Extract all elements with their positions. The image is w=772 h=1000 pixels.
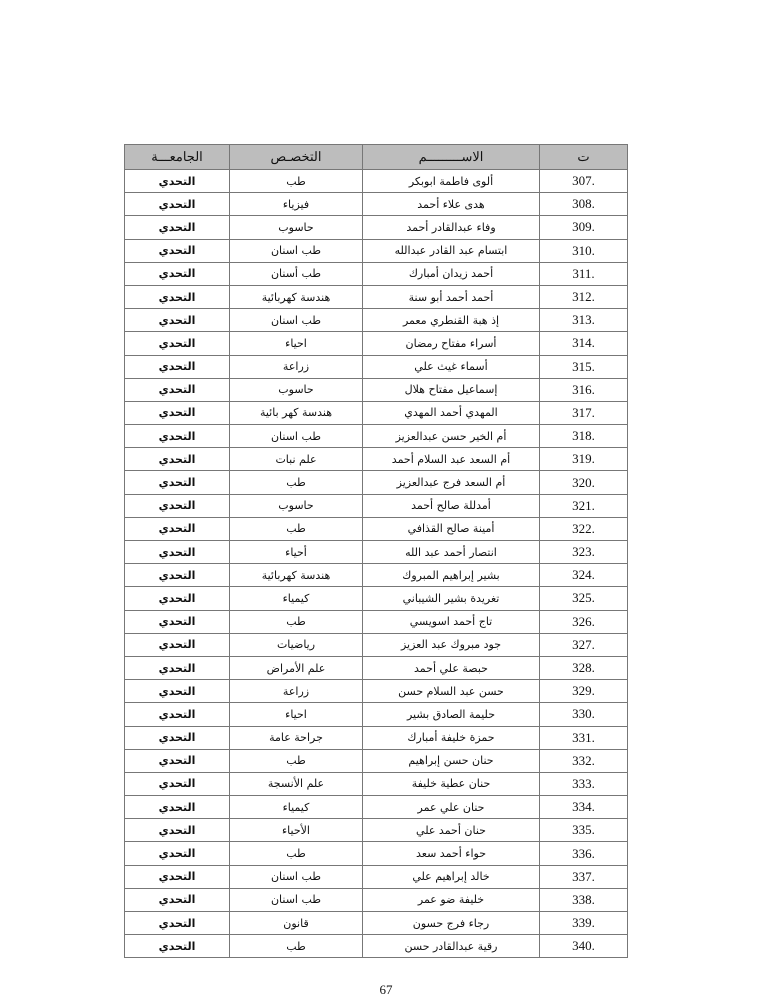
university-cell: التحدي [125, 332, 230, 355]
university-cell: التحدي [125, 587, 230, 610]
university-cell: التحدي [125, 772, 230, 795]
university-cell: التحدي [125, 517, 230, 540]
number-cell: 309. [540, 216, 628, 239]
number-cell: 340. [540, 935, 628, 958]
specialty-cell: طب [230, 842, 363, 865]
name-cell: تاج أحمد اسويسي [363, 610, 540, 633]
table-row [125, 193, 628, 216]
specialty-cell: طب اسنان [230, 888, 363, 911]
university-cell: التحدي [125, 239, 230, 262]
university-cell: التحدي [125, 912, 230, 935]
name-cell: وفاء عبدالقادر أحمد [363, 216, 540, 239]
university-cell: التحدي [125, 796, 230, 819]
table-row [125, 448, 628, 471]
table-row [125, 819, 628, 842]
university-cell: التحدي [125, 564, 230, 587]
students-table-wrapper [124, 144, 627, 958]
specialty-cell: طب [230, 517, 363, 540]
table-row [125, 285, 628, 308]
table-row [125, 378, 628, 401]
number-cell: 336. [540, 842, 628, 865]
specialty-cell: حاسوب [230, 494, 363, 517]
table-row [125, 912, 628, 935]
specialty-cell: طب أسنان [230, 262, 363, 285]
specialty-cell: أحياء [230, 541, 363, 564]
number-cell: 338. [540, 888, 628, 911]
number-cell: 329. [540, 680, 628, 703]
number-cell: 334. [540, 796, 628, 819]
specialty-cell: حاسوب [230, 378, 363, 401]
university-cell: التحدي [125, 448, 230, 471]
specialty-cell: طب اسنان [230, 239, 363, 262]
specialty-cell: فيزياء [230, 193, 363, 216]
name-cell: تغريدة بشير الشيباني [363, 587, 540, 610]
number-cell: 315. [540, 355, 628, 378]
table-row [125, 610, 628, 633]
university-cell: التحدي [125, 888, 230, 911]
university-cell: التحدي [125, 703, 230, 726]
name-cell: إذ هبة القنطري معمر [363, 309, 540, 332]
name-cell: حنان عطية خليفة [363, 772, 540, 795]
table-row [125, 656, 628, 679]
university-cell: التحدي [125, 656, 230, 679]
name-cell: خالد إبراهيم علي [363, 865, 540, 888]
specialty-cell: احياء [230, 332, 363, 355]
table-row [125, 541, 628, 564]
table-row [125, 471, 628, 494]
number-cell: 308. [540, 193, 628, 216]
university-cell: التحدي [125, 216, 230, 239]
name-cell: خليفة ضو عمر [363, 888, 540, 911]
number-cell: 325. [540, 587, 628, 610]
number-cell: 324. [540, 564, 628, 587]
specialty-cell: قانون [230, 912, 363, 935]
number-cell: 310. [540, 239, 628, 262]
table-row [125, 842, 628, 865]
number-cell: 333. [540, 772, 628, 795]
number-cell: 319. [540, 448, 628, 471]
table-row [125, 935, 628, 958]
name-cell: رقية عبدالقادر حسن [363, 935, 540, 958]
name-cell: أمدللة صالح أحمد [363, 494, 540, 517]
specialty-cell: طب [230, 170, 363, 193]
table-row [125, 726, 628, 749]
university-cell: التحدي [125, 842, 230, 865]
university-cell: التحدي [125, 633, 230, 656]
name-cell: أسراء مفتاح رمضان [363, 332, 540, 355]
header-specialty: التخصـص [230, 145, 363, 170]
number-cell: 321. [540, 494, 628, 517]
table-row [125, 309, 628, 332]
table-row [125, 216, 628, 239]
university-cell: التحدي [125, 494, 230, 517]
table-row [125, 425, 628, 448]
specialty-cell: طب [230, 471, 363, 494]
number-cell: 327. [540, 633, 628, 656]
university-cell: التحدي [125, 425, 230, 448]
table-row [125, 633, 628, 656]
specialty-cell: علم الأمراض [230, 656, 363, 679]
number-cell: 316. [540, 378, 628, 401]
name-cell: هدى علاء أحمد [363, 193, 540, 216]
name-cell: أمينة صالح القذافي [363, 517, 540, 540]
specialty-cell: زراعة [230, 355, 363, 378]
name-cell: أم السعد عبد السلام أحمد [363, 448, 540, 471]
name-cell: جود مبروك عبد العزيز [363, 633, 540, 656]
number-cell: 307. [540, 170, 628, 193]
header-university: الجامعـــة [125, 145, 230, 170]
specialty-cell: علم نبات [230, 448, 363, 471]
number-cell: 317. [540, 401, 628, 424]
name-cell: إسماعيل مفتاح هلال [363, 378, 540, 401]
number-cell: 335. [540, 819, 628, 842]
number-cell: 322. [540, 517, 628, 540]
name-cell: أسماء غيث علي [363, 355, 540, 378]
table-row [125, 680, 628, 703]
number-cell: 320. [540, 471, 628, 494]
university-cell: التحدي [125, 819, 230, 842]
number-cell: 337. [540, 865, 628, 888]
number-cell: 328. [540, 656, 628, 679]
table-row [125, 262, 628, 285]
number-cell: 339. [540, 912, 628, 935]
university-cell: التحدي [125, 355, 230, 378]
number-cell: 311. [540, 262, 628, 285]
table-row [125, 332, 628, 355]
name-cell: بشير إبراهيم المبروك [363, 564, 540, 587]
number-cell: 326. [540, 610, 628, 633]
specialty-cell: كيمياء [230, 587, 363, 610]
specialty-cell: هندسة كهر بائية [230, 401, 363, 424]
table-row [125, 239, 628, 262]
specialty-cell: الأحياء [230, 819, 363, 842]
university-cell: التحدي [125, 541, 230, 564]
header-number: ت [540, 145, 628, 170]
university-cell: التحدي [125, 285, 230, 308]
name-cell: حليمة الصادق بشير [363, 703, 540, 726]
table-body [125, 170, 628, 958]
name-cell: ابتسام عبد القادر عبدالله [363, 239, 540, 262]
university-cell: التحدي [125, 471, 230, 494]
number-cell: 332. [540, 749, 628, 772]
table-row [125, 796, 628, 819]
table-header-row [125, 145, 628, 170]
table-row [125, 170, 628, 193]
specialty-cell: طب [230, 610, 363, 633]
specialty-cell: حاسوب [230, 216, 363, 239]
name-cell: المهدي أحمد المهدي [363, 401, 540, 424]
specialty-cell: احياء [230, 703, 363, 726]
university-cell: التحدي [125, 309, 230, 332]
header-name: الاســـــــــم [363, 145, 540, 170]
table-row [125, 355, 628, 378]
name-cell: حمزة خليفة أمبارك [363, 726, 540, 749]
university-cell: التحدي [125, 262, 230, 285]
specialty-cell: طب اسنان [230, 309, 363, 332]
table-row [125, 865, 628, 888]
name-cell: حنان علي عمر [363, 796, 540, 819]
table-row [125, 517, 628, 540]
table-row [125, 749, 628, 772]
table-row [125, 494, 628, 517]
name-cell: أحمد أحمد أبو سنة [363, 285, 540, 308]
name-cell: أم الخير حسن عبدالعزيز [363, 425, 540, 448]
specialty-cell: هندسة كهربائية [230, 285, 363, 308]
specialty-cell: كيمياء [230, 796, 363, 819]
number-cell: 312. [540, 285, 628, 308]
name-cell: حنان حسن إبراهيم [363, 749, 540, 772]
number-cell: 318. [540, 425, 628, 448]
name-cell: حبصة علي أحمد [363, 656, 540, 679]
number-cell: 314. [540, 332, 628, 355]
number-cell: 330. [540, 703, 628, 726]
name-cell: رجاء فرج حسون [363, 912, 540, 935]
university-cell: التحدي [125, 193, 230, 216]
specialty-cell: طب اسنان [230, 865, 363, 888]
university-cell: التحدي [125, 378, 230, 401]
number-cell: 313. [540, 309, 628, 332]
page-number: 67 [379, 982, 393, 997]
specialty-cell: علم الأنسجة [230, 772, 363, 795]
name-cell: أحمد زيدان أمبارك [363, 262, 540, 285]
table-row [125, 587, 628, 610]
specialty-cell: طب [230, 749, 363, 772]
university-cell: التحدي [125, 726, 230, 749]
specialty-cell: طب [230, 935, 363, 958]
table-row [125, 564, 628, 587]
number-cell: 323. [540, 541, 628, 564]
specialty-cell: جراحة عامة [230, 726, 363, 749]
specialty-cell: زراعة [230, 680, 363, 703]
university-cell: التحدي [125, 865, 230, 888]
university-cell: التحدي [125, 610, 230, 633]
name-cell: أم السعد فرج عبدالعزيز [363, 471, 540, 494]
name-cell: حواء أحمد سعد [363, 842, 540, 865]
name-cell: انتصار أحمد عبد الله [363, 541, 540, 564]
university-cell: التحدي [125, 170, 230, 193]
students-table [124, 144, 628, 958]
table-row [125, 703, 628, 726]
specialty-cell: طب اسنان [230, 425, 363, 448]
university-cell: التحدي [125, 749, 230, 772]
university-cell: التحدي [125, 935, 230, 958]
table-row [125, 401, 628, 424]
table-row [125, 888, 628, 911]
university-cell: التحدي [125, 401, 230, 424]
number-cell: 331. [540, 726, 628, 749]
name-cell: حنان أحمد علي [363, 819, 540, 842]
name-cell: ألوى فاطمة ابوبكر [363, 170, 540, 193]
name-cell: حسن عبد السلام حسن [363, 680, 540, 703]
specialty-cell: هندسة كهربائية [230, 564, 363, 587]
university-cell: التحدي [125, 680, 230, 703]
table-row [125, 772, 628, 795]
specialty-cell: رياضيات [230, 633, 363, 656]
